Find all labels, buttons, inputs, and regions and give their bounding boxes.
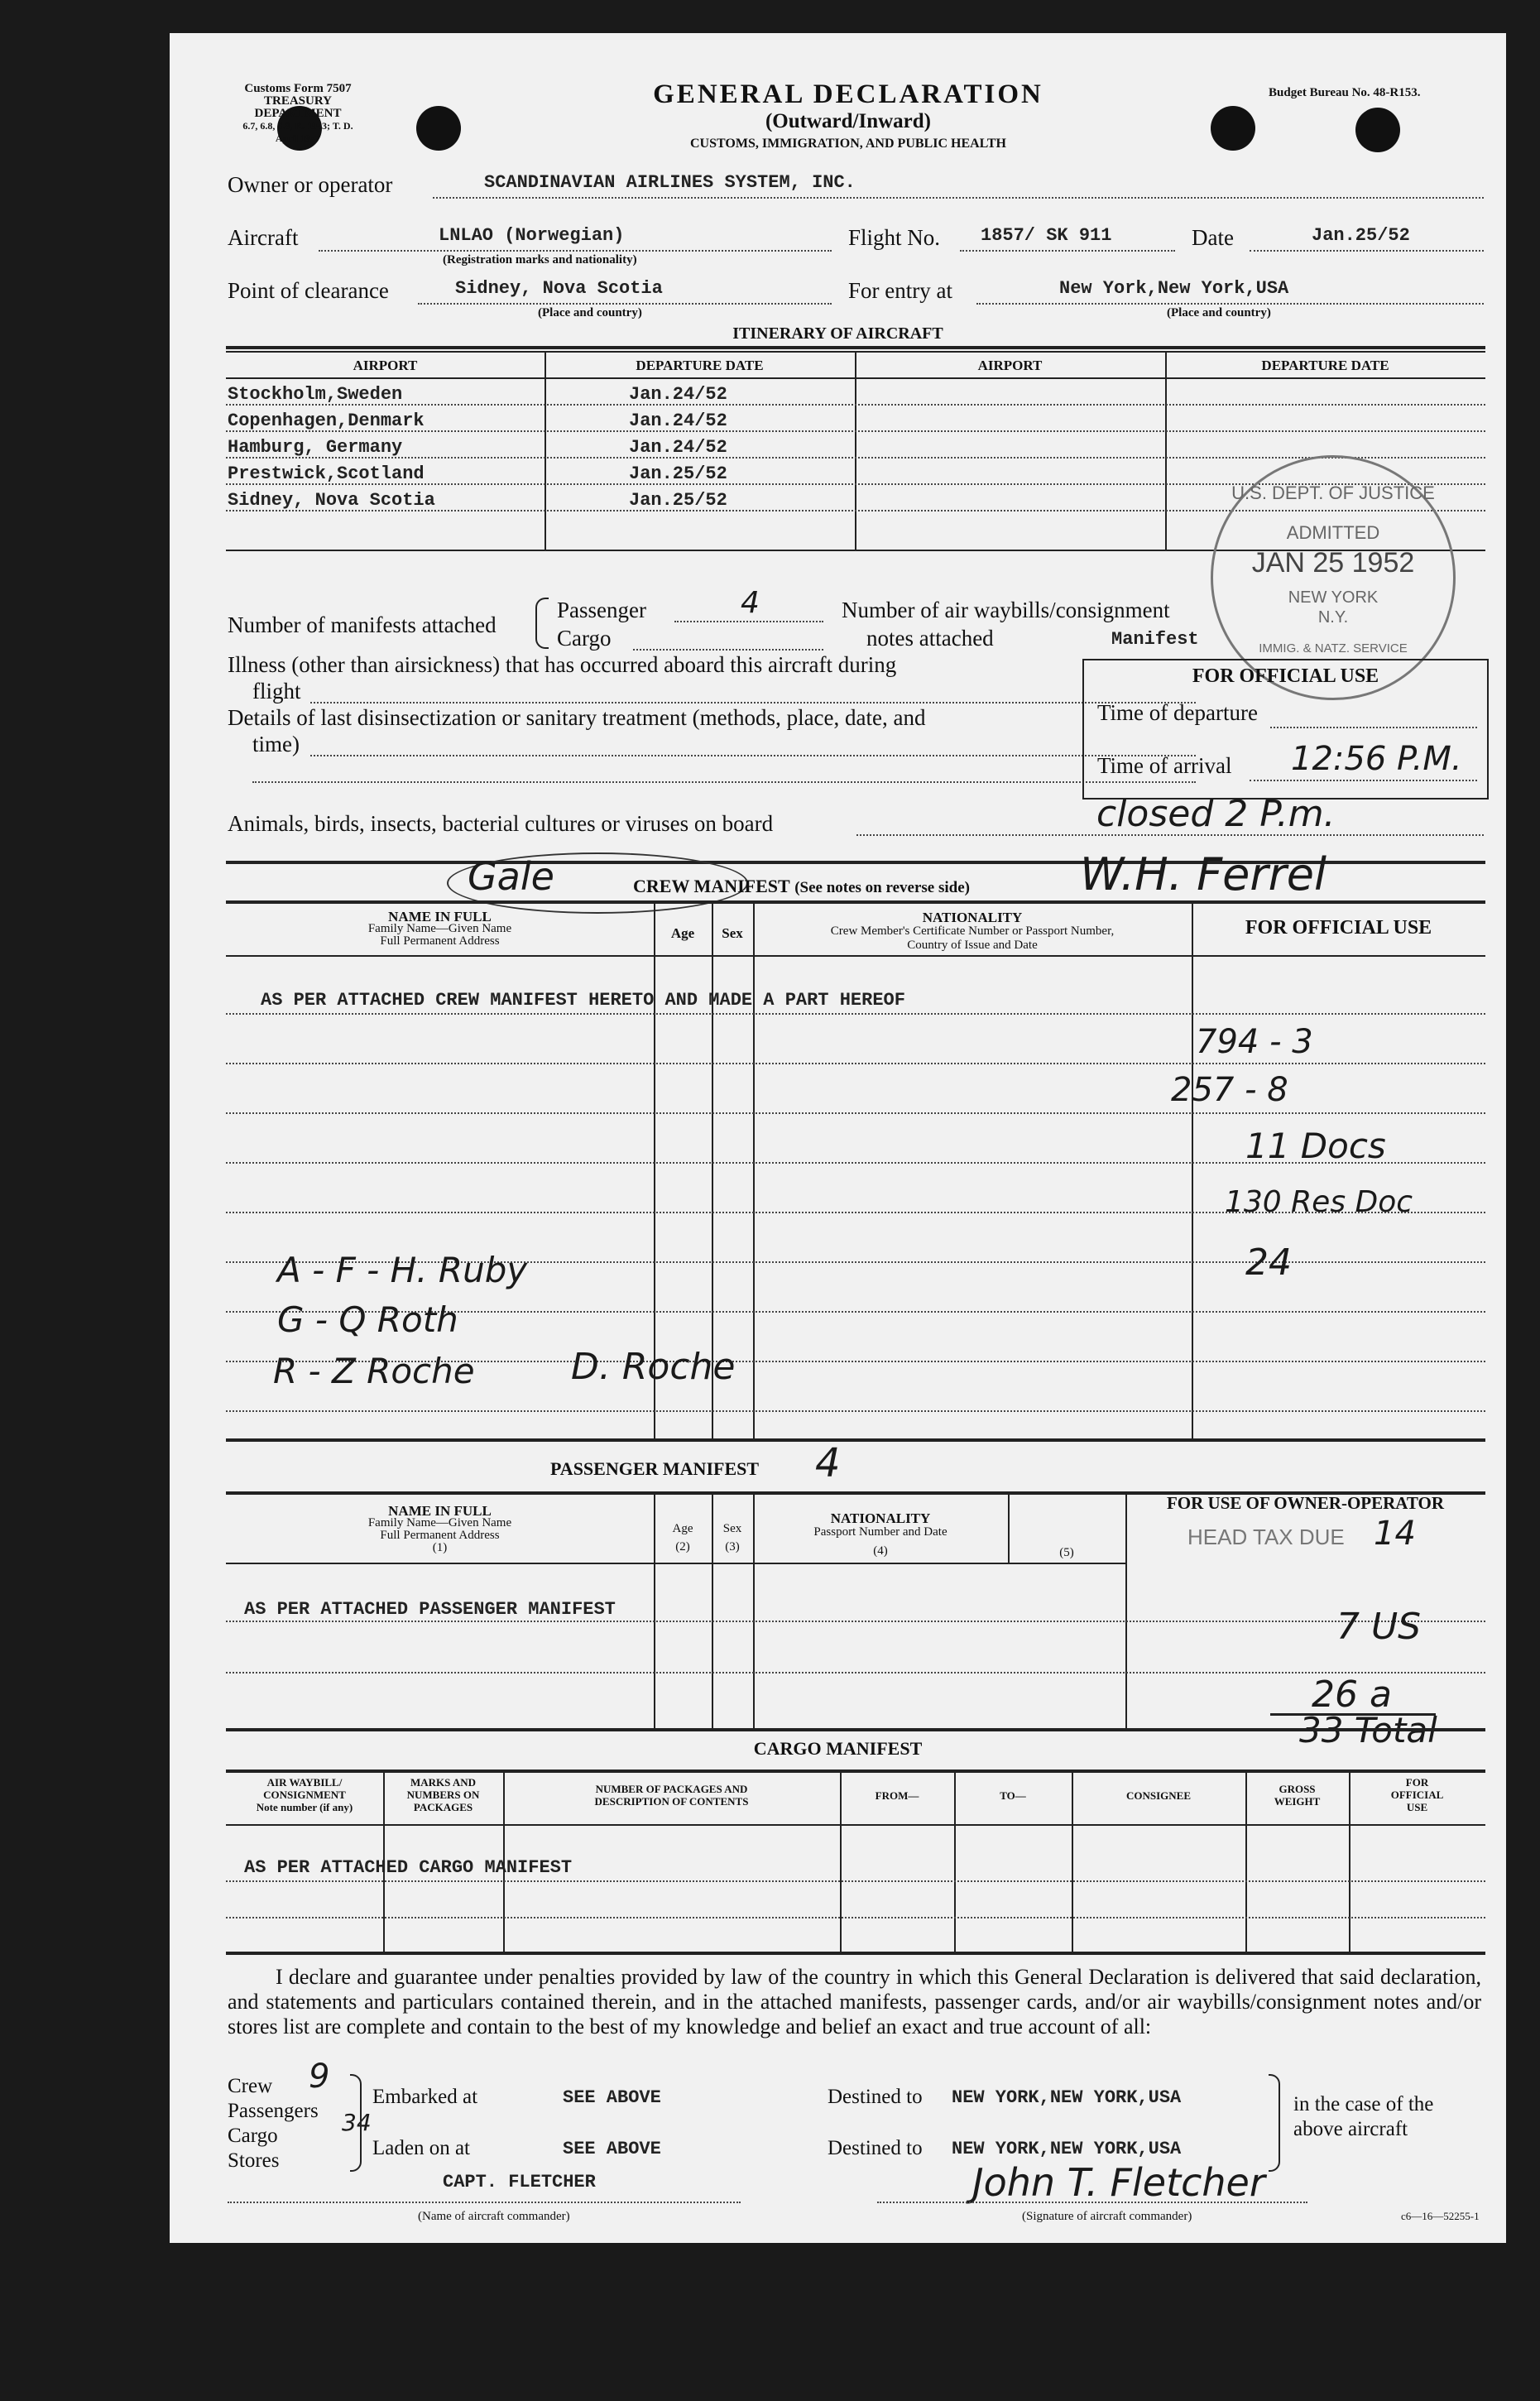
punch-hole <box>1211 106 1255 151</box>
clearance-note: (Place and country) <box>538 306 642 319</box>
disinsect-label-2: time) <box>252 732 300 756</box>
passenger-col-passport: Passport Number and Date <box>813 1525 948 1539</box>
crew-handwritten-entry: A - F - H. Ruby <box>277 1250 528 1290</box>
cargo-col-marks-3: PACKAGES <box>413 1801 473 1813</box>
form-id <box>219 83 377 145</box>
itinerary-date: Jan.24/52 <box>629 411 727 431</box>
commander-name: CAPT. FLETCHER <box>443 2172 596 2192</box>
disinsect-label: Details of last disinsectization or sanitary treatment (methods, place, date, and <box>228 705 926 730</box>
passenger-col-sex-number: (3) <box>725 1540 740 1553</box>
punch-hole <box>1355 108 1400 152</box>
cargo-entry: AS PER ATTACHED CARGO MANIFEST <box>244 1857 573 1878</box>
head-tax-stamp: HEAD TAX DUE <box>1187 1525 1345 1549</box>
gale-note: Gale <box>468 854 554 899</box>
arrival-value: 12:56 P.M. <box>1291 740 1462 778</box>
passenger-age-header <box>654 1520 712 1556</box>
crew-handwritten-signature: D. Roche <box>571 1346 736 1388</box>
stamp-admitted: ADMITTED <box>1286 522 1380 543</box>
cargo-col-to: TO— <box>1000 1789 1026 1802</box>
crew-col-name: NAME IN FULL <box>388 909 492 924</box>
stamp-dept: U.S. DEPT. OF JUSTICE <box>1231 483 1435 503</box>
crew-title-row <box>633 876 970 897</box>
in-case-note <box>1293 2092 1433 2142</box>
crew-entry: AS PER ATTACHED CREW MANIFEST HERETO AND MADE A PART HEREOF <box>261 990 905 1011</box>
crew-handwritten-entry: R - Z Roche <box>273 1351 475 1391</box>
clearance-value: Sidney, Nova Scotia <box>455 278 663 299</box>
waybills-label-2: notes attached <box>866 626 994 651</box>
passenger-hand-count: 4 <box>815 1440 841 1486</box>
passenger-col-nationality-number: (4) <box>873 1544 888 1558</box>
treasury-department: TREASURY DEPARTMENT <box>254 94 342 120</box>
passenger-total-count: 33 Total <box>1299 1710 1437 1750</box>
itinerary-airport: Sidney, Nova Scotia <box>228 490 435 511</box>
crew-note: (See notes on reverse side) <box>794 879 970 896</box>
itinerary-airport-header-2: AIRPORT <box>977 358 1043 373</box>
cargo-weight-header <box>1245 1783 1349 1808</box>
signature-label: (Signature of aircraft commander) <box>1022 2210 1192 2223</box>
official-note: 794 - 3 <box>1196 1023 1313 1061</box>
official-note: 11 Docs <box>1245 1126 1386 1166</box>
crew-title: CREW MANIFEST <box>633 876 790 896</box>
laden-label: Laden on at <box>372 2137 471 2159</box>
passenger-nationality-header <box>753 1511 1008 1558</box>
cargo-official-header <box>1349 1776 1485 1813</box>
cargo-col-marks-2: NUMBERS ON <box>406 1789 480 1801</box>
cargo-waybill-header <box>226 1776 383 1813</box>
laden-value: SEE ABOVE <box>563 2139 661 2159</box>
animals-label: Animals, birds, insects, bacterial cultures or viruses on board <box>228 811 774 836</box>
cargo-count-label: Cargo <box>557 626 612 651</box>
official-note: 257 - 8 <box>1171 1071 1288 1109</box>
passenger-col-name-3: Full Permanent Address <box>380 1529 500 1542</box>
passenger-col-name: NAME IN FULL <box>388 1503 492 1519</box>
itinerary-date-header: DEPARTURE DATE <box>636 358 764 373</box>
official-use-title: FOR OFFICIAL USE <box>1192 665 1379 687</box>
cargo-col-waybill: AIR WAYBILL/ <box>266 1776 343 1789</box>
form-heading <box>550 79 1146 151</box>
crew-handwritten-entry: G - Q Roth <box>277 1299 458 1340</box>
cargo-title: CARGO MANIFEST <box>753 1738 923 1759</box>
owner-label: Owner or operator <box>228 172 393 197</box>
cargo-col-gross: GROSS <box>1279 1783 1316 1795</box>
commander-signature: John T. Fletcher <box>972 2160 1265 2205</box>
waybills-label: Number of air waybills/consignment <box>842 598 1170 622</box>
illness-label: Illness (other than airsickness) that has occurred aboard this aircraft during <box>228 652 897 677</box>
itinerary-airport: Prestwick,Scotland <box>228 463 425 484</box>
cargo-description-header <box>503 1783 840 1808</box>
passenger-col-age: Age <box>672 1522 693 1535</box>
form-code: c6—16—52255-1 <box>1401 2210 1480 2222</box>
flight-label: Flight No. <box>848 225 941 250</box>
crew-category: Crew <box>228 2075 273 2097</box>
cargo-category: Cargo <box>228 2125 278 2147</box>
closed-note: closed 2 P.m. <box>1096 793 1336 835</box>
punch-hole <box>416 106 461 151</box>
passenger-col-sex: Sex <box>722 1522 742 1535</box>
destined-label: Destined to <box>828 2086 923 2108</box>
manifests-label: Number of manifests attached <box>228 612 497 637</box>
cargo-col-waybill-2: CONSIGNMENT <box>263 1789 346 1801</box>
customs-form-number: Customs Form 7507 <box>244 82 352 95</box>
declaration-form <box>170 33 1506 2243</box>
passenger-us-count: 7 US <box>1336 1606 1422 1648</box>
itinerary-date-header-2: DEPARTURE DATE <box>1261 358 1389 373</box>
date-value: Jan.25/52 <box>1312 225 1410 246</box>
stamp-state: N.Y. <box>1317 608 1349 627</box>
itinerary-airport: Stockholm,Sweden <box>228 384 403 405</box>
destined-value-2: NEW YORK,NEW YORK,USA <box>952 2139 1182 2159</box>
stamp-date: JAN 25 1952 <box>1251 547 1415 579</box>
embarked-value: SEE ABOVE <box>563 2087 661 2108</box>
page-title: GENERAL DECLARATION <box>653 79 1043 109</box>
page-subtitle: (Outward/Inward) <box>765 110 931 132</box>
date-label: Date <box>1192 225 1234 250</box>
cargo-col-consignee: CONSIGNEE <box>1125 1789 1192 1802</box>
passenger-entry: AS PER ATTACHED PASSENGER MANIFEST <box>244 1599 616 1620</box>
destined-label-2: Destined to <box>828 2137 923 2159</box>
itinerary-date: Jan.24/52 <box>629 384 727 405</box>
crew-col-age: Age <box>670 925 695 941</box>
itinerary-date: Jan.24/52 <box>629 437 727 458</box>
cargo-col-for: FOR <box>1405 1776 1429 1789</box>
regulation-citation: 6.7, 6.8, 6.9, R. 1943; T. D. <box>242 120 353 132</box>
arrival-label: Time of arrival <box>1097 753 1232 778</box>
passenger-col-nationality: NATIONALITY <box>830 1510 931 1526</box>
passenger-name-header <box>226 1505 654 1554</box>
cargo-col-packages: NUMBER OF PACKAGES AND <box>595 1783 748 1795</box>
embarked-label: Embarked at <box>372 2086 478 2108</box>
passengers-category: Passengers <box>228 2100 319 2122</box>
crew-col-name-2: Family Name—Given Name <box>367 922 512 935</box>
cargo-marks-header <box>383 1776 503 1813</box>
aircraft-note: (Registration marks and nationality) <box>443 253 637 267</box>
itinerary-title: ITINERARY OF AIRCRAFT <box>732 324 943 343</box>
stamp-city: NEW YORK <box>1288 588 1379 607</box>
budget-bureau: Budget Bureau No. 48-R153. <box>1269 86 1421 99</box>
passenger-col-number: (1) <box>432 1541 448 1554</box>
crew-count-hand: 9 <box>309 2058 330 2096</box>
waybills-value: Manifest <box>1111 629 1199 650</box>
passenger-col-name-2: Family Name—Given Name <box>367 1516 512 1529</box>
agencies: CUSTOMS, IMMIGRATION, AND PUBLIC HEALTH <box>690 137 1006 151</box>
crew-signature: W.H. Ferrel <box>1080 848 1327 900</box>
stamp-service: IMMIG. & NATZ. SERVICE <box>1259 641 1408 655</box>
head-tax-value: 14 <box>1374 1515 1416 1553</box>
crew-col-nationality-2: Crew Member's Certificate Number or Passport Number, <box>830 924 1115 938</box>
passenger-col-age-number: (2) <box>675 1540 690 1553</box>
cargo-col-weight: WEIGHT <box>1274 1795 1321 1808</box>
passenger-title: PASSENGER MANIFEST <box>550 1458 760 1479</box>
crew-nationality-header <box>753 910 1192 953</box>
in-case-line-2: above aircraft <box>1293 2118 1408 2140</box>
clearance-label: Point of clearance <box>228 278 389 303</box>
entry-note: (Place and country) <box>1167 306 1271 319</box>
crew-col-sex: Sex <box>722 925 743 941</box>
aircraft-value: LNLAO (Norwegian) <box>439 225 625 246</box>
passengers-count-hand: 34 <box>342 2109 372 2136</box>
passenger-col-5: (5) <box>1059 1546 1074 1559</box>
entry-label: For entry at <box>848 278 952 303</box>
cargo-col-description: DESCRIPTION OF CONTENTS <box>594 1795 749 1808</box>
itinerary-date: Jan.25/52 <box>629 463 727 484</box>
stores-category: Stores <box>228 2149 280 2172</box>
cargo-col-marks: MARKS AND <box>410 1776 477 1789</box>
crew-col-nationality: NATIONALITY <box>922 910 1023 925</box>
cargo-col-waybill-3: Note number (if any) <box>256 1801 353 1813</box>
entry-value: New York,New York,USA <box>1059 278 1289 299</box>
crew-name-header <box>226 910 654 948</box>
declaration-text: I declare and guarantee under penalties provided by law of the country in which this General Declaration is delivered that said declaration, and statements and particulars contained therein, and in the attached manifests, passenger cards, and/or air waybills/consignment notes and/or stores list are complete and contain to the best of my knowledge and belief an exact and true account of all: <box>228 1965 1481 2038</box>
itinerary-airport-header: AIRPORT <box>353 358 418 373</box>
commander-label: (Name of aircraft commander) <box>418 2210 570 2223</box>
owner-use-header: FOR USE OF OWNER-OPERATOR <box>1166 1493 1445 1513</box>
in-case-line-1: in the case of the <box>1293 2093 1434 2115</box>
official-note: 130 Res Doc <box>1225 1185 1413 1219</box>
itinerary-airport: Hamburg, Germany <box>228 437 403 458</box>
aircraft-label: Aircraft <box>228 225 299 250</box>
crew-col-nationality-3: Country of Issue and Date <box>907 939 1038 952</box>
destined-value: NEW YORK,NEW YORK,USA <box>952 2087 1182 2108</box>
itinerary-date: Jan.25/52 <box>629 490 727 511</box>
flight-value: 1857/ SK 911 <box>981 225 1112 246</box>
cargo-col-official: OFFICIAL <box>1390 1789 1444 1801</box>
passenger-sex-header <box>712 1520 753 1556</box>
illness-label-2: flight <box>252 679 301 703</box>
declaration-categories <box>228 2074 319 2173</box>
owner-value: SCANDINAVIAN AIRLINES SYSTEM, INC. <box>484 172 856 193</box>
crew-col-official: FOR OFFICIAL USE <box>1245 917 1432 939</box>
cargo-col-use: USE <box>1406 1801 1428 1813</box>
departure-label: Time of departure <box>1097 700 1258 725</box>
official-use-box <box>1082 659 1489 800</box>
crew-col-name-3: Full Permanent Address <box>380 934 500 948</box>
cargo-col-from: FROM— <box>875 1789 919 1802</box>
itinerary-airport: Copenhagen,Denmark <box>228 411 425 431</box>
passenger-count-label: Passenger <box>557 598 646 622</box>
official-note: 24 <box>1245 1241 1292 1284</box>
passenger-aliens-count: 26 a <box>1312 1673 1392 1716</box>
form-date: April 1947 <box>275 132 321 144</box>
passenger-count-value: 4 <box>741 586 760 620</box>
